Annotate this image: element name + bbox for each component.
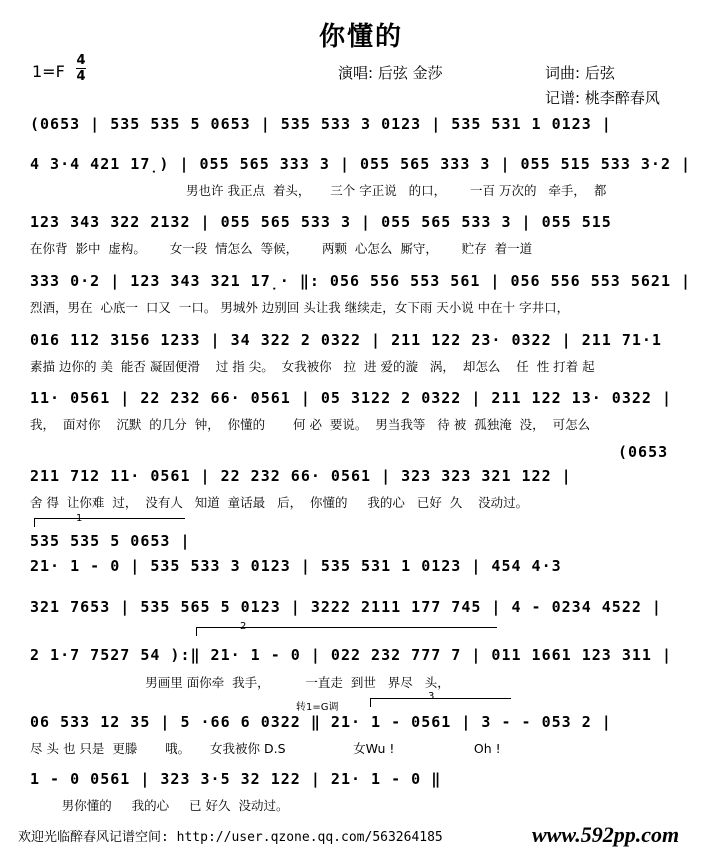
time-signature bbox=[76, 54, 86, 83]
score-row-11-notes: 2 1·7 7527 54 ):‖ 21· 1 - 0 | 022 232 777 7 | 011 1661 123 311 | bbox=[30, 646, 672, 664]
volta-bracket-3 bbox=[370, 698, 511, 707]
transcriber-credit: 记谱: 桃李醉春风 bbox=[545, 89, 660, 107]
score-row-6-lyrics: 我， 面对你 沉默 的几分 钟， 你懂的 何 必 要说。 男当我等 待 被 孤独淹 没， 可怎么 bbox=[30, 417, 591, 432]
score-row-8-notes: 535 535 5 0653 | bbox=[30, 532, 191, 550]
key-signature: 1=F bbox=[32, 62, 65, 81]
score-row-11-lyrics: 男画里 面你牵 我手， 一直走 到世 界尽 头， bbox=[30, 675, 450, 690]
score-row-1-notes: (0653 | 535 535 5 0653 | 535 533 3 0123 | 535 531 1 0123 | bbox=[30, 115, 612, 133]
composer-credit: 词曲: 后弦 bbox=[545, 64, 615, 82]
score-row-5-notes: 016 112 3156 1233 | 34 322 2 0322 | 211 122 23· 0322 | 211 71·1 bbox=[30, 331, 662, 349]
singer-credit: 演唱: 后弦 金莎 bbox=[338, 64, 443, 82]
volta-2-label: 2 bbox=[240, 621, 247, 632]
volta-3-label: 3 bbox=[428, 691, 435, 702]
score-row-13-notes: 1 - 0 0561 | 323 3·5 32 122 | 21· 1 - 0 ‖ bbox=[30, 770, 442, 788]
meter-bottom: 4 bbox=[76, 69, 86, 84]
footer-credit: 欢迎光临醉春风记谱空间: http://user.qzone.qq.com/563264185 bbox=[18, 830, 443, 845]
score-row-12-lyrics: 尽 头 也 只是 更滕 哦。 女我被你 D.S 女Wu ! Oh ! bbox=[30, 741, 501, 756]
score-row-3-notes: 123 343 322 2132 | 055 565 533 3 | 055 565 533 3 | 055 515 bbox=[30, 213, 612, 231]
score-row-7-lyrics: 舍 得 让你难 过， 没有人 知道 童话最 后， 你懂的 我的心 已好 久 没动过。 bbox=[30, 495, 529, 510]
song-title: 你懂的 bbox=[318, 22, 403, 52]
meter-top: 4 bbox=[76, 53, 86, 68]
site-watermark: www.592pp.com bbox=[532, 822, 680, 847]
score-row-6-notes: 11· 0561 | 22 232 66· 0561 | 05 3122 2 0322 | 211 122 13· 0322 | bbox=[30, 389, 672, 407]
score-row-7-notes: 211 712 11· 0561 | 22 232 66· 0561 | 323 323 321 122 | bbox=[30, 467, 572, 485]
score-row-4-lyrics: 烈酒，男在 心底一 口又 一口。 男城外 边别回 头让我 继续走，女下雨 天小说 中在十 字井口， bbox=[30, 300, 570, 315]
key-change-note: 转1=G调 bbox=[296, 702, 339, 713]
volta-1-label: 1 bbox=[76, 513, 83, 524]
score-row-5-lyrics: 素描 边你的 美 能否 凝固便滑 过 指 尖。 女我被你 拉 进 爱的漩 涡， 却怎么 任 性 打着 起 bbox=[30, 359, 595, 374]
score-row-2-lyrics: 男也许 我正点 着头， 三个 字正说 的口， 一百 万次的 牵手， 都 bbox=[186, 183, 607, 198]
score-row-2-notes: 4 3·4 421 17̣) | 055 565 333 3 | 055 565 333 3 | 055 515 533 3·2 | bbox=[30, 155, 692, 173]
score-row-12-notes: 06 533 12 35 | 5 ·66 6 0322 ‖ 21· 1 - 0561 | 3 - - 053 2 | bbox=[30, 713, 612, 731]
score-row-9-notes: 21· 1 - 0 | 535 533 3 0123 | 535 531 1 0123 | 454 4·3 bbox=[30, 557, 562, 575]
score-row-4-notes: 333 0·2 | 123 343 321 17̣· ‖: 056 556 553 561 | 056 556 553 5621 | bbox=[30, 272, 692, 290]
score-row-3-lyrics: 在你背 影中 虚构。 女一段 情怎么 等候， 两颗 心怎么 厮守， 贮存 着一道 bbox=[30, 241, 533, 256]
intro-repeat-mark: (0653 bbox=[618, 443, 669, 461]
volta-bracket-1 bbox=[34, 518, 185, 527]
score-row-13-lyrics: 男你懂的 我的心 已 好久 没动过。 bbox=[30, 798, 289, 813]
score-row-10-notes: 321 7653 | 535 565 5 0123 | 3222 2111 177 745 | 4 - 0234 4522 | bbox=[30, 598, 662, 616]
